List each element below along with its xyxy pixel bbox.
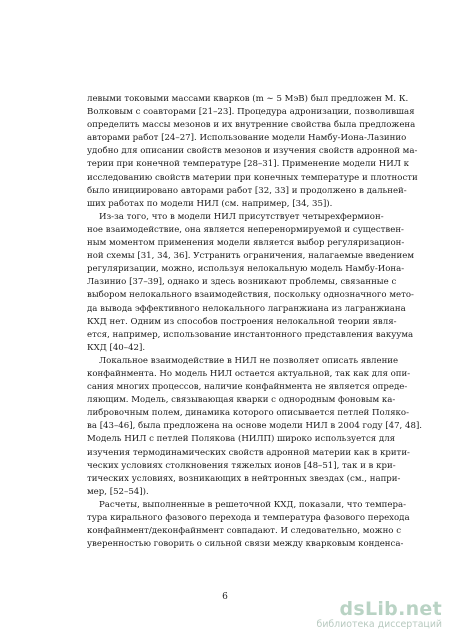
text-line: терии при конечной температуре [28–31]. Применение модели НИЛ к [87,159,410,170]
text-line: определить массы мезонов и их внутренние свойства была предложена [87,120,416,131]
text-line: было инициировано авторами работ [32, 33] и продолжено в дальней- [87,185,407,196]
text-line: КХД нет. Одним из способов построения нелокальной теории явля- [87,316,397,327]
text-line: конфайнмент/деконфайнмент совпадают. И следовательно, можно с [87,526,402,537]
text-line: регуляризации, можно, используя нелокальную модель Намбу-Иона- [87,264,405,275]
text-line: ших работах по модели НИЛ (см. например, [34, 35]). [87,198,333,209]
watermark-subtitle: библиотека диссертаций [316,619,442,630]
text-line: выбором нелокального взаимодействия, поскольку однозначного мето- [87,290,414,301]
text-line: да вывода эффективного нелокального лагранжиана из лагранжиана [87,303,406,314]
paragraph-2 [87,211,415,355]
paragraph-4 [87,499,410,551]
watermark [316,598,442,632]
text-line: либровочным полем, динамика которого описывается петлей Поляко- [87,408,409,419]
text-line: уверенностью говорить о сильной связи между кварковым конденса- [87,539,404,550]
page-number: 6 [222,592,228,602]
text-line: тура кирального фазового перехода и температура фазового перехода [87,513,410,523]
text-line: ным моментом применения модели является выбор регуляризацион- [87,238,405,249]
text-line: Локальное взаимодействие в НИЛ не позволяет описать явление [99,355,399,366]
text-line: исследованию свойств материи при конечных температуре и плотности [87,172,418,183]
text-line: Из-за того, что в модели НИЛ присутствует четырехфермион- [99,211,384,222]
text-line: ное взаимодействие, она является неперенормируемой и существен- [87,224,404,235]
text-line: Волковым с соавторами [21–23]. Процедура адронизации, позволившая [87,107,415,118]
watermark-logo: dsLib.net [339,598,442,620]
text-line: Расчеты, выполненные в решеточной КХД, показали, что темпера- [99,499,406,510]
body-text [87,93,423,551]
text-line: левыми токовыми массами кварков (m ∼ 5 МэВ) был предложен М. К. [87,94,409,104]
paragraph-1 [87,93,418,211]
text-line: мер, [52–54]). [87,486,149,497]
text-line: ной схемы [31, 34, 36]. Устранить ограничения, налагаемые введением [87,251,415,262]
text-line: ческих условиях столкновения тяжелых ионов [48–51], так и в кри- [87,460,396,471]
text-line: КХД [40–42]. [87,342,146,353]
text-line: конфайнмента. Но модель НИЛ остается актуальной, так как для опи- [87,368,411,379]
text-line: ва [43–46], была предложена на основе модели НИЛ в 2004 году [47, 48]. [87,421,423,432]
text-line: изучения термодинамических свойств адронной материи как в крити- [87,447,410,458]
text-line: авторами работ [24–27]. Использование модели Намбу-Иона-Лазинио [87,133,407,144]
text-line: удобно для описании свойств мезонов и изучения свойств адронной ма- [87,146,418,157]
text-line: ется, например, использование инстантонного представления вакуума [87,329,414,340]
text-line: Лазинио [37–39], однако и здесь возникают проблемы, связанные с [87,277,397,288]
paragraph-3 [87,355,423,499]
text-line: сания многих процессов, наличие конфайнмента не является опреде- [87,382,408,393]
text-line: Модель НИЛ с петлей Полякова (НИЛП) широко используется для [87,434,396,445]
text-line: ляющим. Модель, связывающая кварки с однородным фоновым ка- [87,395,396,406]
text-line: тических условиях, возникающих в нейтронных звездах (см., напри- [87,473,401,484]
